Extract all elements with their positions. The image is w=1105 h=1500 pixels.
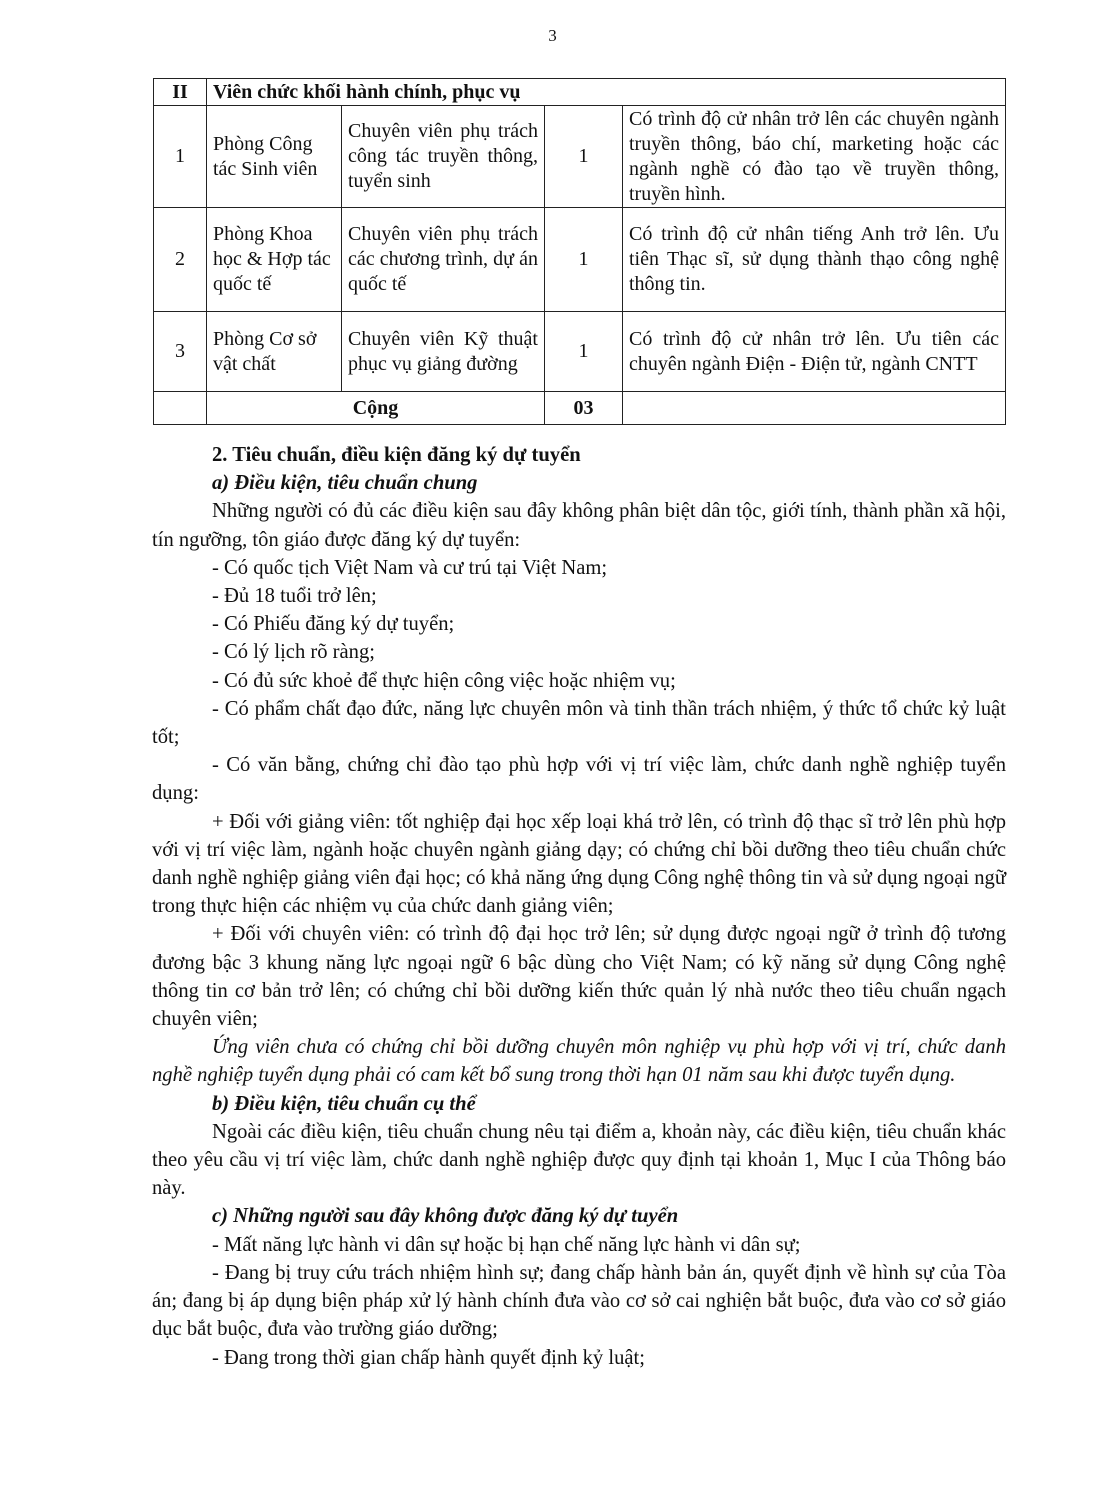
condition-item: - Có lý lịch rõ ràng; — [212, 641, 376, 664]
subsection-b-text: Ngoài các điều kiện, tiêu chuẩn chung nêu tại điểm a, khoản này, các điều kiện, tiêu chuẩn khác theo yêu cầu vị trí việc làm, chức danh nghề nghiệp được quy định tại khoản 1, Mục I của Thông báo này. — [152, 1120, 1006, 1200]
condition-item: - Có Phiếu đăng ký dự tuyển; — [212, 613, 455, 636]
lecturer-requirement: + Đối với giảng viên: tốt nghiệp đại học xếp loại khá trở lên, có trình độ thạc sĩ trở lên phù hợp với vị trí việc làm, ngành hoặc chuyên ngành giảng dạy; có chứng chỉ bồi dưỡng theo tiêu chuẩn chức danh nghề nghiệp giảng viên đại học; có khả năng ứng dụng Công nghệ thông tin và sử dụng ngoại ngữ trong thực hiện các nhiệm vụ của chức danh giảng viên; — [152, 810, 1006, 918]
commitment-note: Ứng viên chưa có chứng chỉ bồi dưỡng chuyên môn nghiệp vụ phù hợp với vị trí, chức danh nghề nghiệp tuyển dụng phải có cam kết bổ sung trong thời hạn 01 năm sau khi được tuyển dụng. — [152, 1036, 1006, 1087]
row-quantity: 1 — [545, 106, 623, 208]
section-number: II — [154, 79, 207, 106]
table-row — [154, 106, 1006, 208]
condition-item: - Có đủ sức khoẻ để thực hiện công việc hoặc nhiệm vụ; — [212, 669, 676, 692]
total-value: 03 — [545, 392, 623, 425]
row-quantity: 1 — [545, 208, 623, 312]
row-stt: 2 — [154, 208, 207, 312]
row-position: Chuyên viên Kỹ thuật phục vụ giảng đường — [342, 312, 545, 392]
total-empty-cell — [623, 392, 1006, 425]
row-requirement: Có trình độ cử nhân trở lên các chuyên ngành truyền thông, báo chí, marketing hoặc các ngành nghề có đào tạo về truyền thông, truyền hình. — [623, 106, 1006, 208]
page-number: 3 — [548, 26, 557, 45]
exclusion-item: - Đang trong thời gian chấp hành quyết định kỷ luật; — [212, 1346, 645, 1369]
body-text — [152, 441, 1006, 1372]
row-stt: 1 — [154, 106, 207, 208]
table-row — [154, 312, 1006, 392]
row-stt: 3 — [154, 312, 207, 392]
condition-item: - Đủ 18 tuổi trở lên; — [212, 585, 377, 608]
section-heading: 2. Tiêu chuẩn, điều kiện đăng ký dự tuyển — [212, 444, 581, 466]
subsection-c-heading: c) Những người sau đây không được đăng ký dự tuyển — [212, 1205, 679, 1228]
exclusion-item: - Mất năng lực hành vi dân sự hoặc bị hạn chế năng lực hành vi dân sự; — [212, 1233, 801, 1256]
table-section-row — [154, 79, 1006, 106]
row-unit: Phòng Công tác Sinh viên — [207, 106, 342, 208]
row-requirement: Có trình độ cử nhân tiếng Anh trở lên. Ưu tiên Thạc sĩ, sử dụng thành thạo công nghệ thông tin. — [623, 208, 1006, 312]
subsection-a-intro: Những người có đủ các điều kiện sau đây không phân biệt dân tộc, giới tính, thành phần xã hội, tín ngưỡng, tôn giáo được đăng ký dự tuyển: — [152, 500, 1006, 551]
recruitment-table — [153, 78, 1006, 425]
condition-item: - Có quốc tịch Việt Nam và cư trú tại Việt Nam; — [212, 556, 608, 579]
subsection-b-heading: b) Điều kiện, tiêu chuẩn cụ thể — [212, 1092, 476, 1115]
exclusion-item: - Đang bị truy cứu trách nhiệm hình sự; đang chấp hành bản án, quyết định về hình sự của Tòa án; đang bị áp dụng biện pháp xử lý hành chính đưa vào cơ sở cai nghiện bắt buộc, đưa vào cơ sở giáo dục bắt buộc, đưa vào trường giáo dưỡng; — [152, 1261, 1006, 1341]
table-row — [154, 208, 1006, 312]
row-position: Chuyên viên phụ trách công tác truyền thông, tuyển sinh — [342, 106, 545, 208]
table-total-row — [154, 392, 1006, 425]
row-unit: Phòng Cơ sở vật chất — [207, 312, 342, 392]
section-title: Viên chức khối hành chính, phục vụ — [207, 79, 1006, 106]
condition-item: - Có văn bằng, chứng chỉ đào tạo phù hợp với vị trí việc làm, chức danh nghề nghiệp tuyển dụng: — [152, 754, 1006, 805]
row-quantity: 1 — [545, 312, 623, 392]
row-requirement: Có trình độ cử nhân trở lên. Ưu tiên các chuyên ngành Điện - Điện tử, ngành CNTT — [623, 312, 1006, 392]
subsection-a-heading: a) Điều kiện, tiêu chuẩn chung — [212, 472, 478, 495]
total-label: Cộng — [207, 392, 545, 425]
row-position: Chuyên viên phụ trách các chương trình, dự án quốc tế — [342, 208, 545, 312]
total-empty-cell — [154, 392, 207, 425]
specialist-requirement: + Đối với chuyên viên: có trình độ đại học trở lên; sử dụng được ngoại ngữ ở trình độ tương đương bậc 3 khung năng lực ngoại ngữ 6 bậc dùng cho Việt Nam; có kỹ năng sử dụng Công nghệ thông tin cơ bản trở lên; có chứng chỉ bồi dưỡng kiến thức quản lý nhà nước theo tiêu chuẩn ngạch chuyên viên; — [152, 923, 1006, 1031]
row-unit: Phòng Khoa học & Hợp tác quốc tế — [207, 208, 342, 312]
condition-item: - Có phẩm chất đạo đức, năng lực chuyên môn và tinh thần trách nhiệm, ý thức tổ chức kỷ luật tốt; — [152, 697, 1006, 749]
